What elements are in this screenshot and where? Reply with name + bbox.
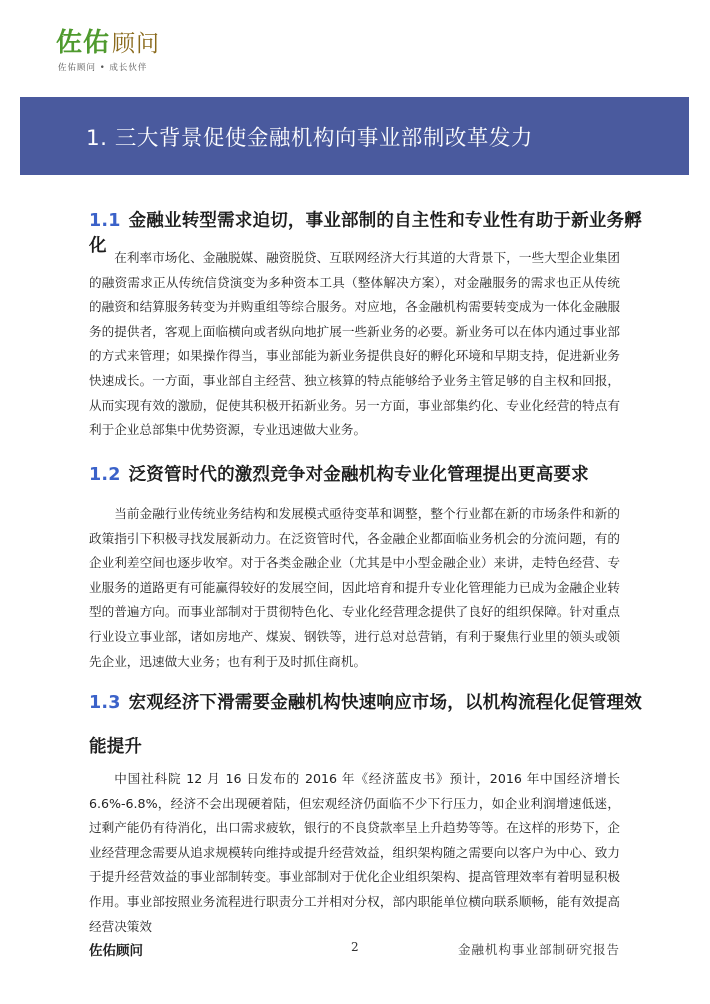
- section-heading-1-2: [89, 461, 649, 486]
- footer-company: 佐佑顾问: [89, 943, 143, 959]
- chapter-banner: [20, 97, 689, 175]
- section-heading-text: 泛资管时代的激烈竞争对金融机构专业化管理提出更高要求: [128, 465, 589, 485]
- company-logo: [56, 30, 160, 73]
- section-heading-1-3: [89, 681, 649, 769]
- section-number: 1.1: [89, 211, 121, 231]
- chapter-title: 1. 三大背景促使金融机构向事业部制改革发力: [86, 125, 533, 151]
- section-paragraph-1-1: 在利率市场化、金融脱媒、融资脱贷、互联网经济大行其道的大背景下，一些大型企业集团的融资需求正从传统信贷演变为多种资本工具（整体解决方案），对金融服务的需求也正从传统的融资和结算服务转变为并购重组等综合服务。对应地，各金融机构需要转变成为一体化金融服务的提供者，客观上面临横向或者纵向地扩展一些新业务的必要。新业务可以在体内通过事业部的方式来管理；如果操作得当，事业部能为新业务提供良好的孵化环境和早期支持，促进新业务快速成长。一方面，事业部自主经营、独立核算的特点能够给予业务主管足够的自主权和回报，从而实现有效的激励，促使其积极开拓新业务。另一方面，事业部集约化、专业化经营的特点有利于企业总部集中优势资源，专业迅速做大业务。: [89, 250, 620, 438]
- logo-wordmark-sub: 顾问: [112, 31, 161, 57]
- section-heading-text: 宏观经济下滑需要金融机构快速响应市场，以机构流程化促管理效能提升: [89, 693, 642, 757]
- page-number: 2: [351, 940, 359, 954]
- section-number: 1.3: [89, 693, 121, 713]
- footer-report-title: 金融机构事业部制研究报告: [457, 942, 620, 957]
- section-number: 1.2: [89, 465, 121, 485]
- section-paragraph-1-3: 中国社科院 12 月 16 日发布的 2016 年《经济蓝皮书》预计，2016 年中国经济增长 6.6%-6.8%，经济不会出现硬着陆，但宏观经济仍面临不少下行压力，如企业利润增速低迷，过剩产能仍有待消化，出口需求疲软，银行的不良贷款率呈上升趋势等等。在这样的形势下，企业经营理念需要从追求规模转向维持或提升经营效益，组织架构随之需要向以客户为中心、致力于提升经营效益的事业部制转变。事业部制对于优化企业组织架构、提高管理效率有着明显积极作用。事业部按照业务流程进行职责分工并相对分权，部内职能单位横向联系顺畅，能有效提高经营决策效: [89, 771, 620, 934]
- logo-wordmark: 佐佑: [56, 28, 111, 58]
- section-paragraph-1-2: 当前金融行业传统业务结构和发展模式亟待变革和调整，整个行业都在新的市场条件和新的政策指引下积极寻找发展新动力。在泛资管时代，各金融企业都面临业务机会的分流问题，有的企业利差空间也逐步收窄。对于各类金融企业（尤其是中小型金融企业）来讲，走特色经营、专业服务的道路更有可能赢得较好的发展空间，因此培育和提升专业化管理能力已成为金融企业转型的普遍方向。而事业部制对于贯彻特色化、专业化经营理念提供了良好的组织保障。针对重点行业设立事业部，诸如房地产、煤炭、钢铁等，进行总对总营销，有利于聚焦行业里的领头或领先企业，迅速做大业务；也有利于及时抓住商机。: [89, 506, 620, 669]
- section-heading-text: 金融业转型需求迫切，事业部制的自主性和专业性有助于新业务孵化: [89, 211, 642, 256]
- logo-tagline: 佐佑顾问 • 成长伙伴: [58, 63, 148, 73]
